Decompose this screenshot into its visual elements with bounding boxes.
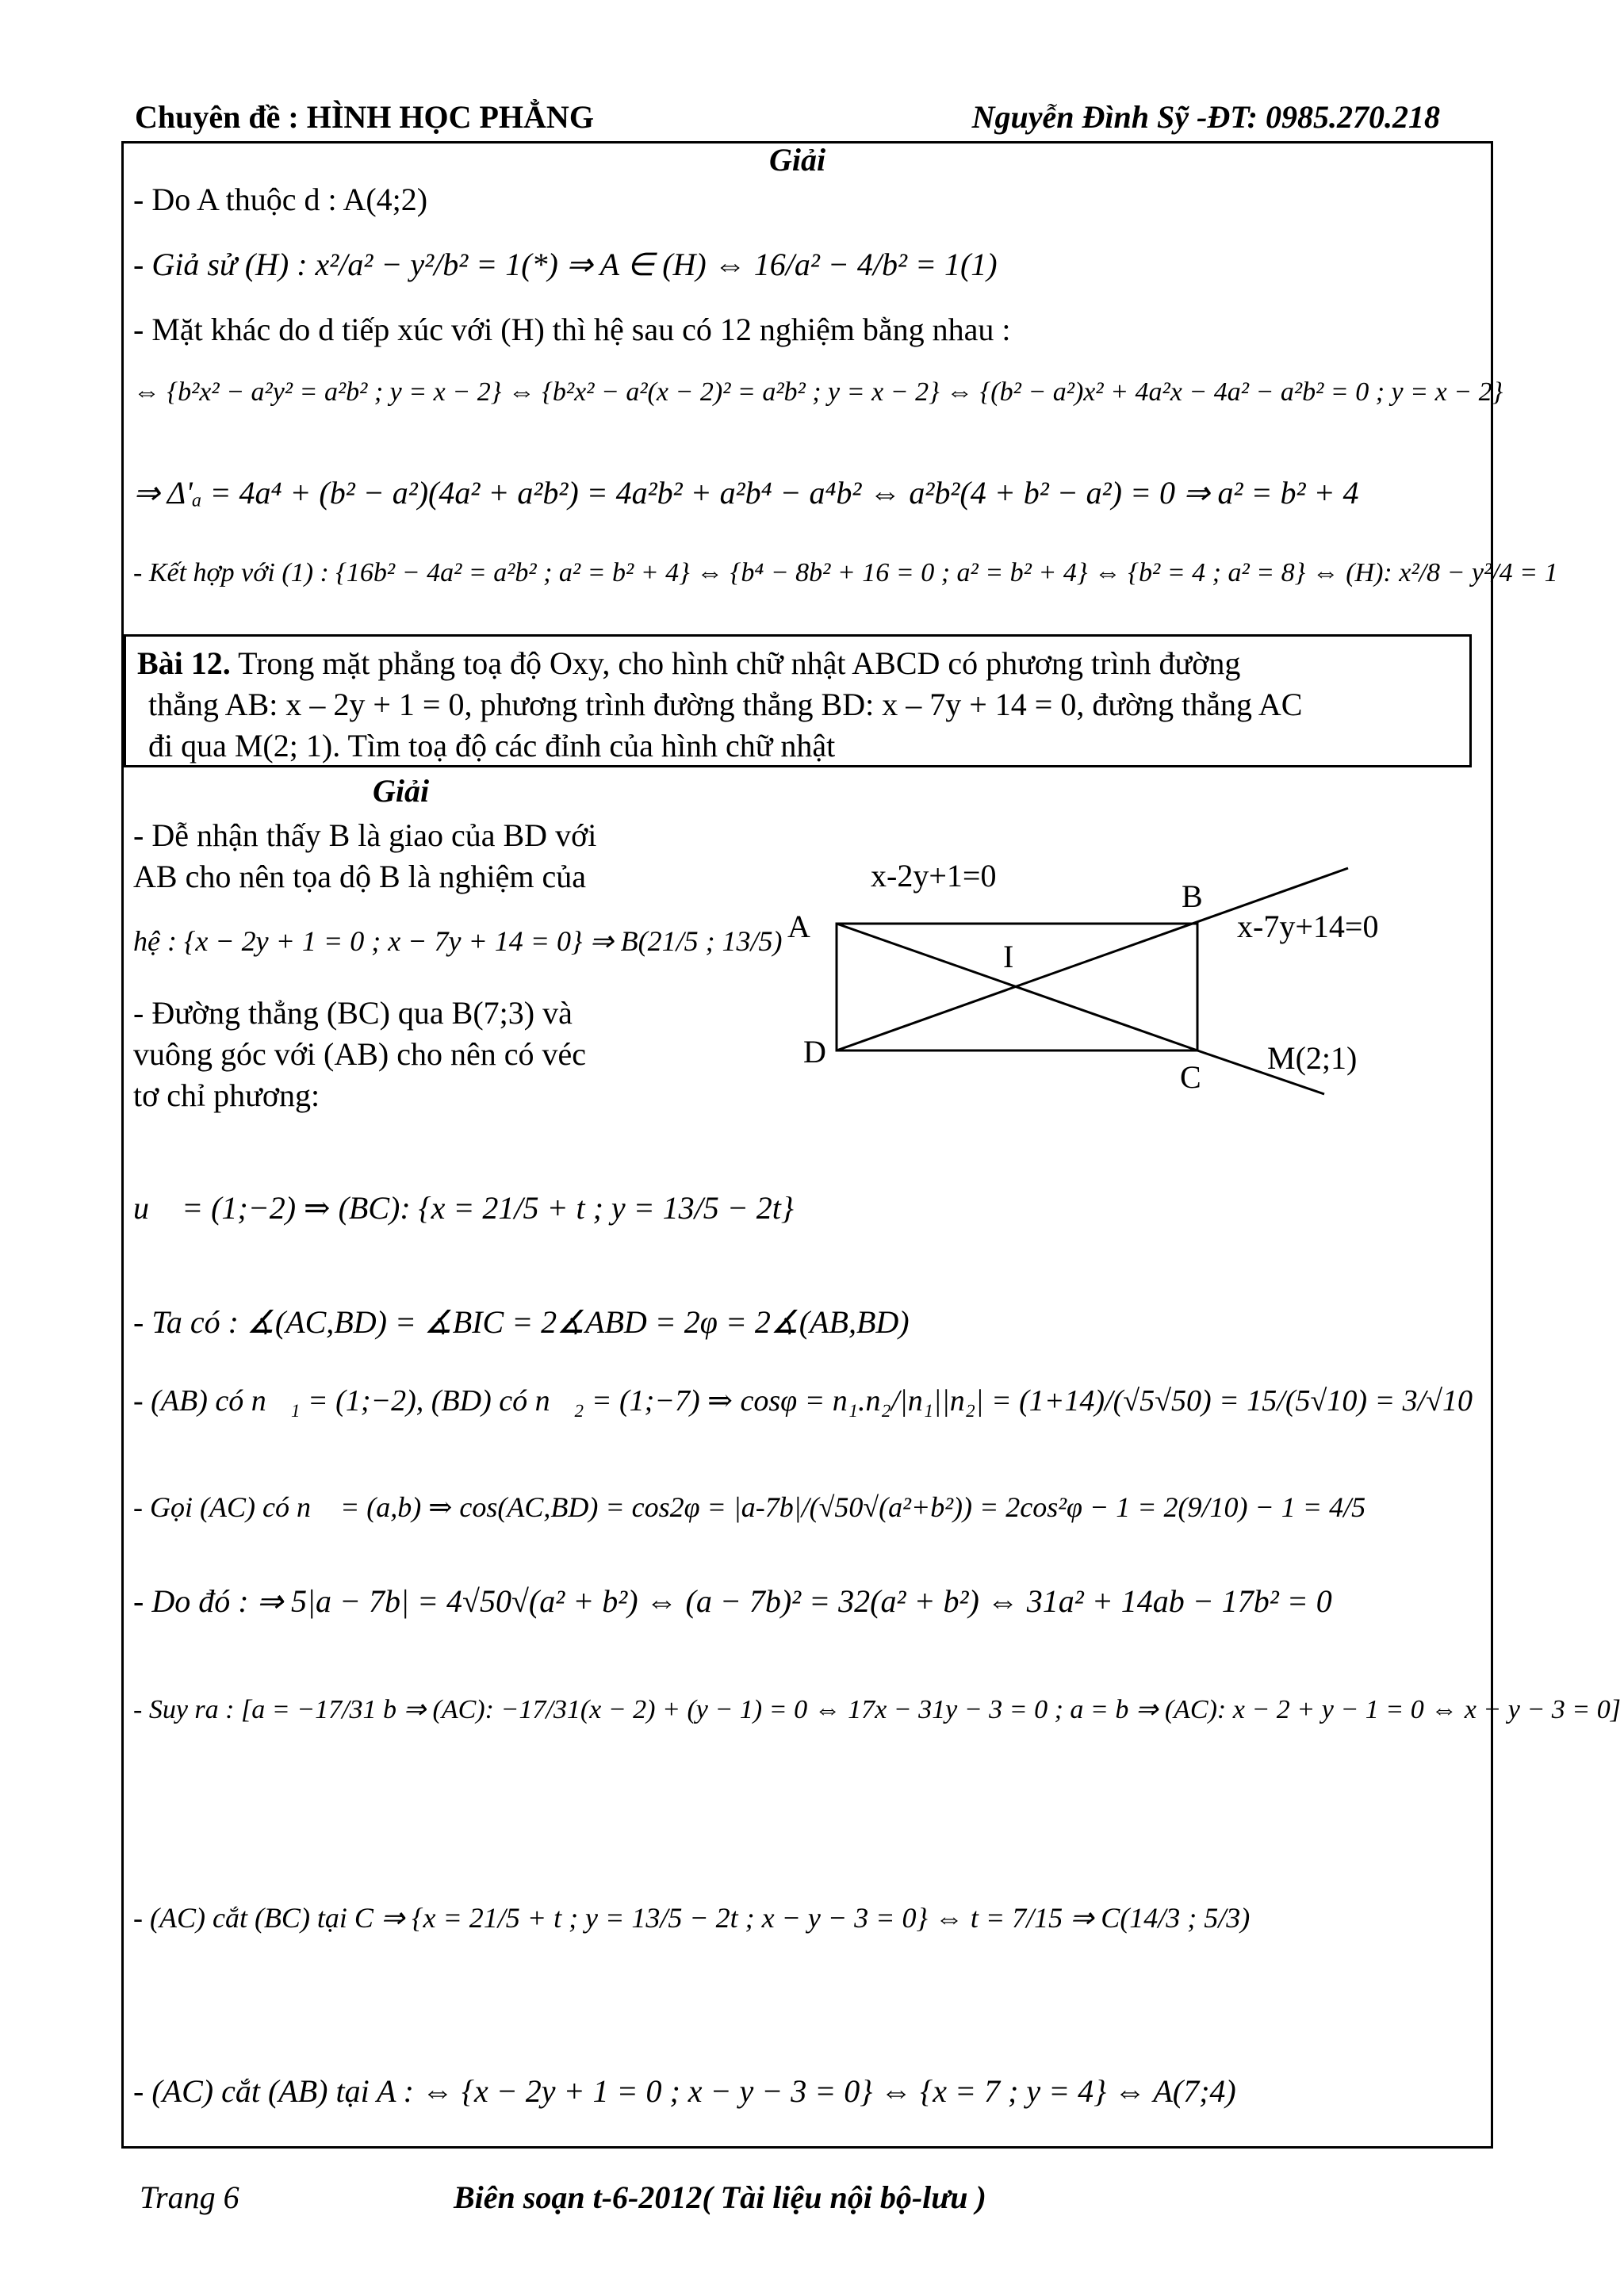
math-line: - Gọi (AC) có n⃗ = (a,b) ⇒ cos(AC,BD) = cos2φ = |a-7b|/(√50√(a²+b²)) = 2cos²φ − 1 = 2(9/10) − 1 = 4/5	[133, 1491, 1366, 1523]
text-line: vuông góc với (AB) cho nên có véc	[133, 1036, 586, 1072]
label-eq-bd: x-7y+14=0	[1237, 909, 1379, 944]
math-line: - (AC) cắt (BC) tại C ⇒ {x = 21/5 + t ; y = 13/5 − 2t ; x − y − 3 = 0} ⇔ t = 7/15 ⇒ C(14/3 ; 5/3)	[133, 1902, 1251, 1934]
solution-title-1: Giải	[769, 142, 826, 178]
math-line: hệ : {x − 2y + 1 = 0 ; x − 7y + 14 = 0} ⇒ B(21/5 ; 13/5)	[133, 925, 783, 957]
text-line: - Mặt khác do d tiếp xúc với (H) thì hệ sau có 12 nghiệm bằng nhau :	[133, 312, 1011, 347]
footer-note: Biên soạn t-6-2012( Tài liệu nội bộ-lưu )	[454, 2179, 986, 2215]
math-line: - (AB) có n⃗₁ = (1;−2), (BD) có n⃗₂ = (1;−7) ⇒ cosφ = n₁.n₂/|n₁||n₂| = (1+14)/(√5√50) = 15/(5√10) = 3/√10	[133, 1384, 1473, 1418]
text-line: - Dễ nhận thấy B là giao của BD với	[133, 817, 597, 853]
label-c: C	[1180, 1059, 1201, 1095]
text-line: - Do A thuộc d : A(4;2)	[133, 182, 428, 217]
rectangle-diagram	[777, 848, 1411, 1118]
math-line: ⇔ {b²x² − a²y² = a²b² ; y = x − 2} ⇔ {b²x² − a²(x − 2)² = a²b² ; y = x − 2} ⇔ {(b² − a²)x² + 4a²x − 4a² − a²b² = 0 ; y = x − 2}	[133, 377, 1503, 407]
label-d: D	[803, 1034, 826, 1070]
problem-text: Trong mặt phẳng toạ độ Oxy, cho hình chữ nhật ABCD có phương trình đường	[230, 645, 1241, 681]
content-frame	[121, 141, 1493, 2149]
math-line: ⇒ Δ'ₐ = 4a⁴ + (b² − a²)(4a² + a²b²) = 4a²b² + a²b⁴ − a⁴b² ⇔ a²b²(4 + b² − a²) = 0 ⇒ a² = b² + 4	[133, 475, 1359, 511]
footer-page: Trang 6	[140, 2179, 239, 2215]
label-a: A	[787, 909, 810, 944]
label-i: I	[1003, 939, 1014, 974]
header-topic: Chuyên đề : HÌNH HỌC PHẲNG	[135, 99, 594, 135]
text-line: tơ chỉ phương:	[133, 1077, 320, 1113]
text-line: AB cho nên tọa dộ B là nghiệm của	[133, 859, 586, 894]
solution-title-2: Giải	[373, 773, 430, 809]
header-author: Nguyễn Đình Sỹ -ĐT: 0985.270.218	[971, 99, 1440, 135]
label-m: M(2;1)	[1267, 1040, 1358, 1076]
label-b: B	[1182, 878, 1203, 914]
label-eq-ab: x-2y+1=0	[871, 858, 997, 894]
math-line: u⃗ = (1;−2) ⇒ (BC): {x = 21/5 + t ; y = 13/5 − 2t}	[133, 1190, 794, 1226]
diagonal-bd-line	[837, 868, 1348, 1050]
problem-text: đi qua M(2; 1). Tìm toạ độ các đỉnh của hình chữ nhật	[148, 728, 836, 763]
problem-text: thẳng AB: x – 2y + 1 = 0, phương trình đường thẳng BD: x – 7y + 14 = 0, đường thẳng AC	[148, 687, 1303, 722]
problem-12-box	[124, 634, 1472, 767]
math-line: - Ta có : ∡(AC,BD) = ∡BIC = 2∡ABD = 2φ = 2∡(AB,BD)	[133, 1304, 910, 1340]
math-line: - Giả sử (H) : x²/a² − y²/b² = 1(*) ⇒ A ∈ (H) ⇔ 16/a² − 4/b² = 1(1)	[133, 247, 998, 282]
problem-label: Bài 12.	[137, 645, 231, 681]
math-line: - Do đó : ⇒ 5|a − 7b| = 4√50√(a² + b²) ⇔ (a − 7b)² = 32(a² + b²) ⇔ 31a² + 14ab − 17b² = 0	[133, 1583, 1332, 1619]
math-line: - Suy ra : [a = −17/31 b ⇒ (AC): −17/31(x − 2) + (y − 1) = 0 ⇔ 17x − 31y − 3 = 0 ; a = b ⇒ (AC): x − 2 + y − 1 = 0 ⇔ x + y − 3 = 0]	[133, 1695, 1621, 1724]
text-line: - Đường thẳng (BC) qua B(7;3) và	[133, 995, 573, 1031]
math-line: - Kết hợp với (1) : {16b² − 4a² = a²b² ; a² = b² + 4} ⇔ {b⁴ − 8b² + 16 = 0 ; a² = b² + 4} ⇔ {b² = 4 ; a² = 8} ⇔ (H): x²/8 − y²/4 = 1	[133, 558, 1558, 587]
math-line: - (AC) cắt (AB) tại A : ⇔ {x − 2y + 1 = 0 ; x − y − 3 = 0} ⇔ {x = 7 ; y = 4} ⇔ A(7;4)	[133, 2073, 1236, 2109]
